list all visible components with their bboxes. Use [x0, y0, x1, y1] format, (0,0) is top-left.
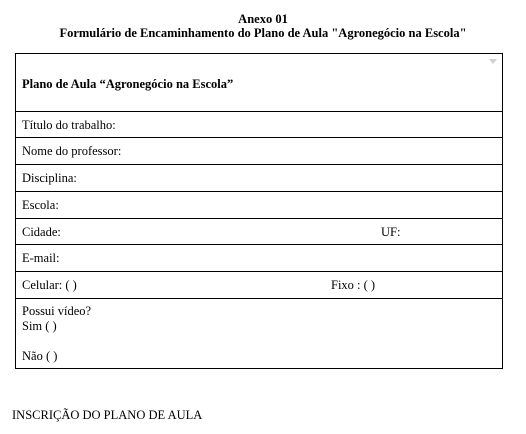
field-row-video[interactable]	[16, 299, 502, 368]
annex-title: Anexo 01	[238, 12, 288, 26]
section-heading: INSCRIÇÃO DO PLANO DE AULA	[12, 408, 203, 422]
sim-option[interactable]: Sim ( )	[22, 319, 57, 333]
field-row-professor[interactable]	[16, 138, 502, 165]
uf-label: UF:	[381, 225, 401, 239]
titulo-label: Título do trabalho:	[22, 118, 116, 132]
video-question-label: Possui vídeo?	[22, 304, 92, 318]
nao-option[interactable]: Não ( )	[22, 349, 58, 363]
escola-label: Escola:	[22, 198, 59, 212]
professor-label: Nome do professor:	[22, 144, 122, 158]
field-row-titulo[interactable]	[16, 112, 502, 138]
form-title: Plano de Aula “Agronegócio na Escola”	[22, 77, 234, 91]
email-label: E-mail:	[22, 251, 60, 265]
field-row-disciplina[interactable]	[16, 165, 502, 192]
fixo-label: Fixo : ( )	[331, 278, 376, 292]
form-title-row	[16, 54, 502, 112]
field-row-cidade[interactable]	[16, 219, 502, 245]
field-row-escola[interactable]	[16, 192, 502, 219]
registration-form	[15, 53, 503, 369]
cidade-label: Cidade:	[22, 225, 61, 239]
form-subtitle: Formulário de Encaminhamento do Plano de Aula "Agronegócio na Escola"	[59, 26, 467, 40]
dropdown-arrow-icon[interactable]	[489, 59, 497, 64]
field-row-email[interactable]	[16, 245, 502, 272]
field-row-phones[interactable]	[16, 272, 502, 299]
disciplina-label: Disciplina:	[22, 171, 77, 185]
celular-label: Celular: ( )	[22, 278, 77, 292]
